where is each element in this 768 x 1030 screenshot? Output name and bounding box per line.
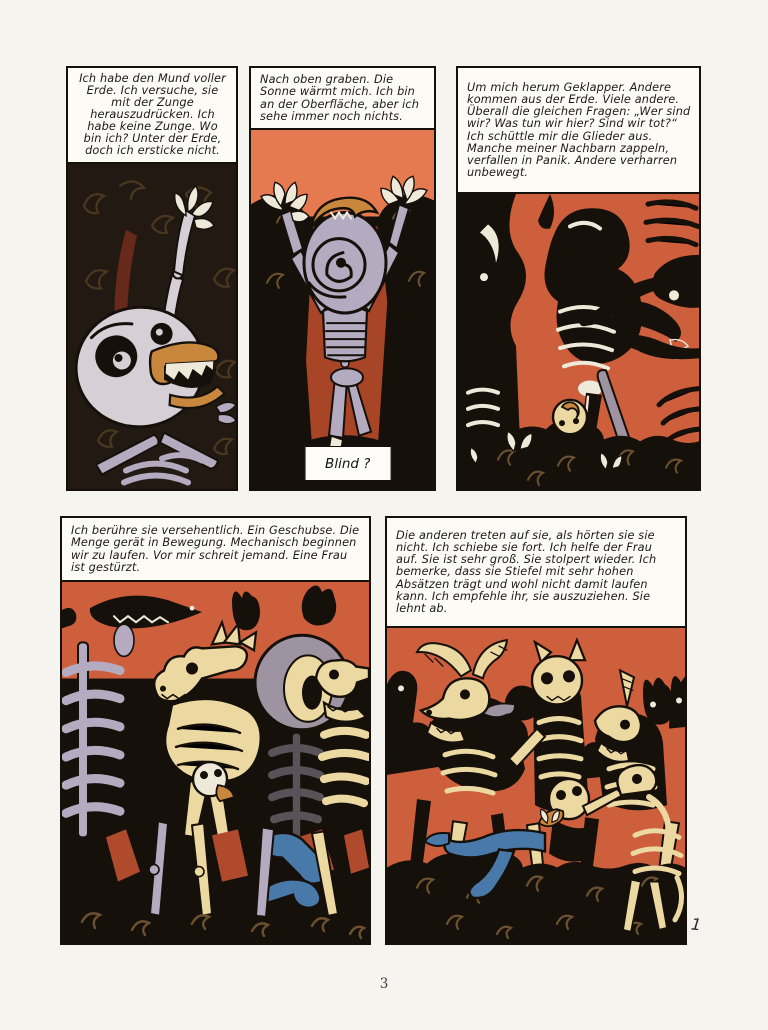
panel-1-caption: Ich habe den Mund voller Erde. Ich versuche, sie mit der Zunge herauszudrücken. Ich habe keine Zunge. Wo bin ich? Unter der Erde, doch ich ersticke nicht. — [68, 68, 236, 164]
panel-3-illustration — [458, 194, 699, 489]
panel-2-art — [251, 130, 434, 489]
panel-3 — [456, 66, 701, 491]
panel-1 — [66, 66, 238, 491]
panel-4-art — [62, 582, 369, 943]
panel-3-caption: Um mich herum Geklapper. Andere kommen aus der Erde. Viele andere. Überall die gleichen Fragen: „Wer sind wir? Was tun wir hier? Sind wir tot?“ Ich schüttle mir die Glieder aus. Manche meiner Nachbarn zappeln, verfallen in Panik. Andere verharren unbewegt. — [458, 68, 699, 194]
panel-4-illustration — [62, 582, 369, 943]
panel-1-art — [68, 164, 236, 489]
panel-4 — [60, 516, 371, 945]
panel-5-art — [387, 628, 685, 943]
artist-signature: 1 — [690, 914, 703, 935]
panel-5 — [385, 516, 687, 945]
speech-box: Blind ? — [304, 446, 391, 481]
panel-2-illustration — [251, 130, 434, 489]
panel-3-art — [458, 194, 699, 489]
panel-2-caption: Nach oben graben. Die Sonne wärmt mich. Ich bin an der Oberfläche, aber ich sehe immer noch nichts. — [251, 68, 434, 130]
panel-1-illustration — [68, 164, 236, 489]
panel-5-illustration — [387, 628, 685, 943]
panel-4-caption: Ich berühre sie versehentlich. Ein Geschubse. Die Menge gerät in Bewegung. Mechanisch beginnen wir zu laufen. Vor mir schreit jemand. Eine Frau ist gestürzt. — [62, 518, 369, 582]
panel-5-caption: Die anderen treten auf sie, als hörten sie sie nicht. Ich schiebe sie fort. Ich helfe der Frau auf. Sie ist sehr groß. Sie stolpert wieder. Ich bemerke, dass sie Stiefel mit sehr hohen Absätzen trägt und wohl nicht damit laufen kann. Ich empfehle ihr, sie auszuziehen. Sie lehnt ab. — [387, 518, 685, 628]
panel-2 — [249, 66, 436, 491]
small-skull-with-horn — [553, 400, 587, 435]
page-number: 3 — [379, 976, 389, 992]
